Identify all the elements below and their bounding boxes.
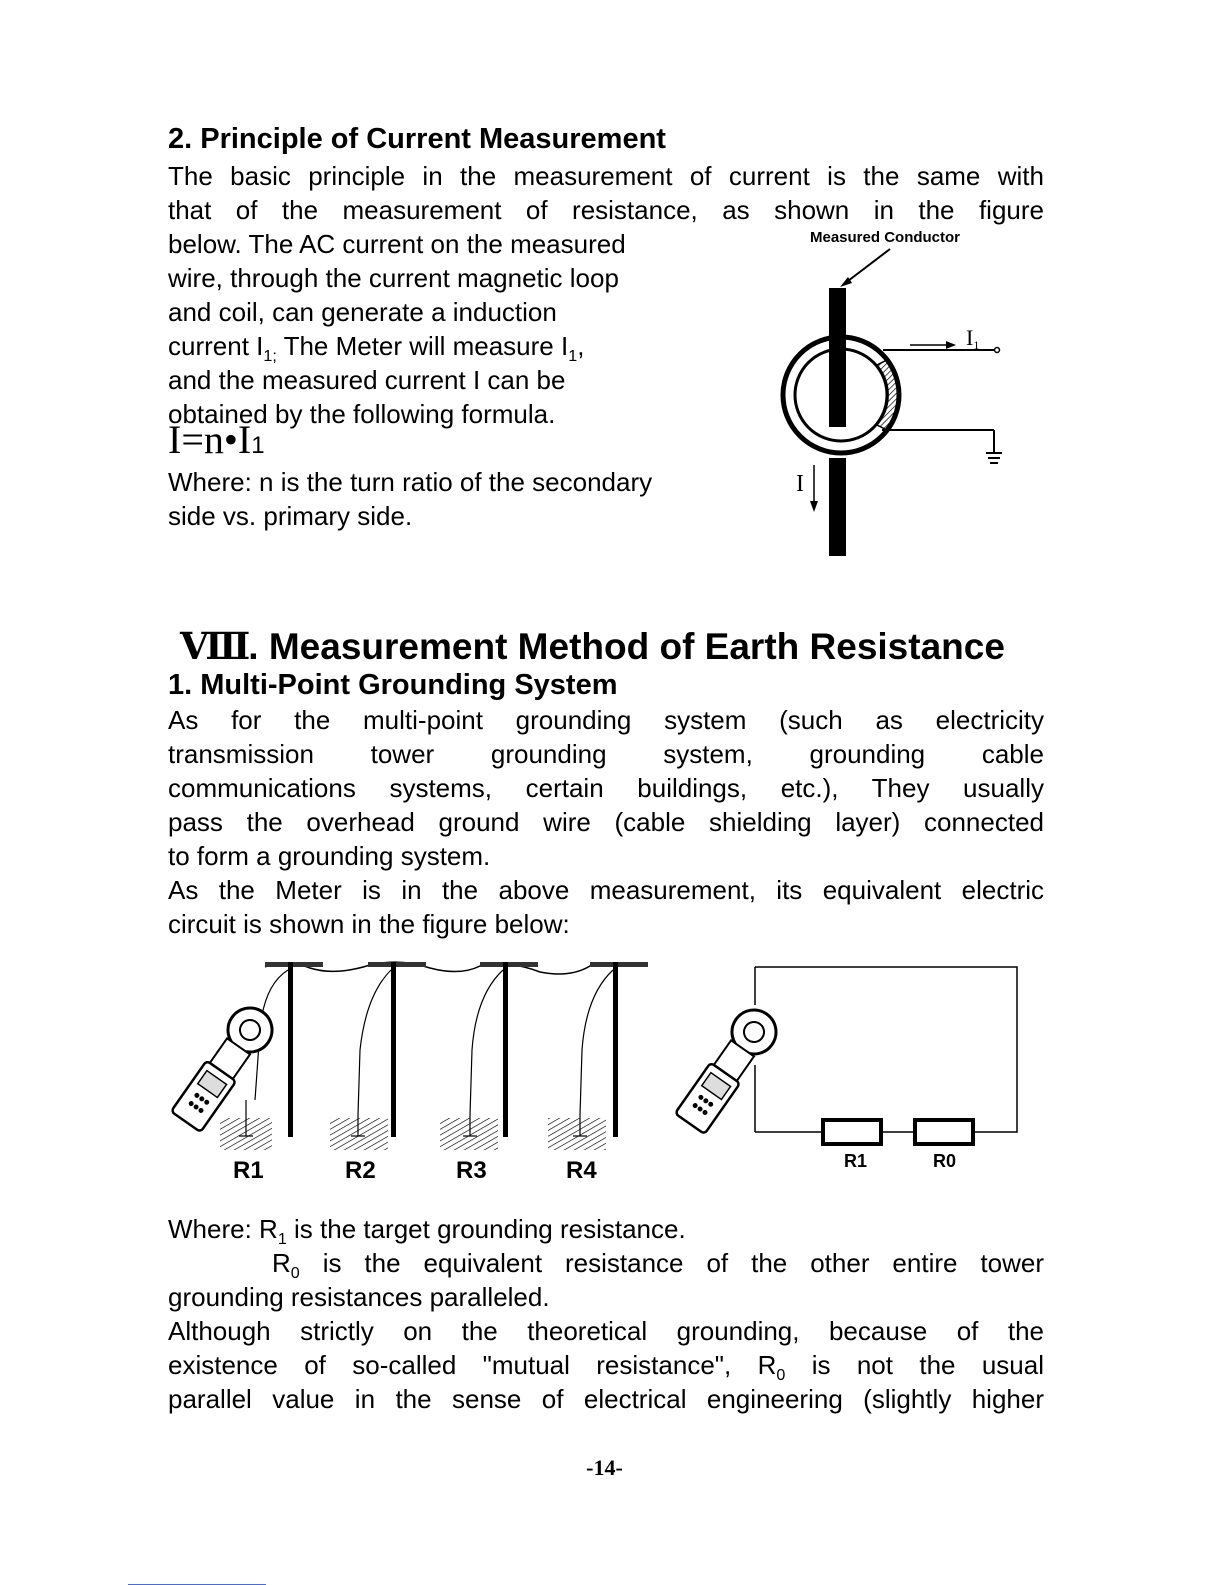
i1-label: I1 xyxy=(966,325,980,352)
tower-label-r2: R2 xyxy=(345,1157,376,1184)
paragraph-line: communications systems, certain buildings, etc.), They usually xyxy=(168,773,1044,803)
tower-label-r4: R4 xyxy=(566,1157,597,1184)
i1-terminal xyxy=(995,348,1000,353)
tower-4 xyxy=(580,962,648,1137)
paragraph-line: As the Meter is in the above measurement, its equivalent electric xyxy=(168,875,1044,905)
resistor-label-r0: R0 xyxy=(933,1151,957,1171)
paragraph-line: pass the overhead ground wire (cable shielding layer) connected xyxy=(168,807,1044,837)
paragraph-line: below. The AC current on the measured xyxy=(168,229,626,259)
clamp-meter-icon xyxy=(168,999,281,1134)
current-formula: I=n•I1 xyxy=(168,417,265,462)
paragraph-line: obtained by the following formula. xyxy=(168,399,556,429)
paragraph-line: wire, through the current magnetic loop xyxy=(168,263,619,293)
section-heading-current-measurement: 2. Principle of Current Measurement xyxy=(168,123,666,155)
resistor-label-r1: R1 xyxy=(844,1151,868,1171)
measured-conductor-label: Measured Conductor xyxy=(810,229,961,246)
paragraph-line: Where: n is the turn ratio of the secondary xyxy=(168,467,653,497)
paragraph-line: circuit is shown in the figure below: xyxy=(168,909,570,939)
clamp-meter-icon xyxy=(672,1001,785,1136)
tower-2 xyxy=(358,962,426,1137)
paragraph-line: side vs. primary side. xyxy=(168,501,413,531)
tower-1 xyxy=(255,962,323,1137)
paragraph-line: Although strictly on the theoretical grounding, because of the xyxy=(168,1316,1044,1346)
equivalent-circuit-diagram xyxy=(650,955,1030,1185)
paragraph-line-r0-definition: $R_0$ is the equivalent resistance of the other entire tower xyxy=(272,1248,1044,1283)
conductor-bar-through-loop xyxy=(829,365,846,427)
paragraph-line-r1-definition: Where: $R_1$ is the target grounding resistance. xyxy=(168,1214,686,1249)
paragraph-line: and the measured current I can be xyxy=(168,365,566,395)
paragraph-line: and coil, can generate a induction xyxy=(168,297,557,327)
soil-block-r4 xyxy=(548,1118,606,1150)
chapter-heading-earth-resistance: Ⅷ. Measurement Method of Earth Resistance xyxy=(180,626,1005,668)
soil-block-r3 xyxy=(440,1118,498,1150)
paragraph-line: parallel value in the sense of electrical engineering (slightly higher xyxy=(168,1384,1044,1414)
paragraph-line: transmission tower grounding system, grounding cable xyxy=(168,739,1044,769)
paragraph-line: grounding resistances paralleled. xyxy=(168,1282,550,1312)
paragraph-line: As for the multi-point grounding system (such as electricity xyxy=(168,705,1044,735)
paragraph-line-mutual-resistance: existence of so-called "mutual resistance", $R_0$ is not the usual xyxy=(168,1350,1044,1385)
section-heading-multi-point: 1. Multi-Point Grounding System xyxy=(168,669,618,701)
resistor-r1 xyxy=(823,1120,881,1144)
label-pointer-line xyxy=(844,249,890,284)
tower-3 xyxy=(470,962,538,1137)
paragraph-line: to form a grounding system. xyxy=(168,841,491,871)
i-arrowhead xyxy=(810,501,818,512)
paragraph-line: The basic principle in the measurement of current is the same with xyxy=(168,161,1044,191)
i-current-label: I xyxy=(796,471,804,497)
measured-conductor-diagram xyxy=(770,225,1030,560)
ground-symbol-icon xyxy=(986,453,1002,463)
tower-label-r3: R3 xyxy=(456,1157,487,1184)
circuit-wire-top-right xyxy=(755,967,1017,1132)
conductor-bar-lower xyxy=(829,458,846,556)
soil-block-r2 xyxy=(330,1118,388,1150)
resistor-r0 xyxy=(915,1120,973,1144)
page-number: -14- xyxy=(586,1455,623,1480)
paragraph-line-current-i1: current $I_{1;}$ The Meter will measure $I_1$, xyxy=(168,331,585,366)
tower-label-r1: R1 xyxy=(233,1157,264,1184)
paragraph-line: that of the measurement of resistance, as shown in the figure xyxy=(168,195,1044,225)
multi-tower-grounding-diagram xyxy=(160,950,660,1190)
i1-arrowhead xyxy=(946,341,956,349)
